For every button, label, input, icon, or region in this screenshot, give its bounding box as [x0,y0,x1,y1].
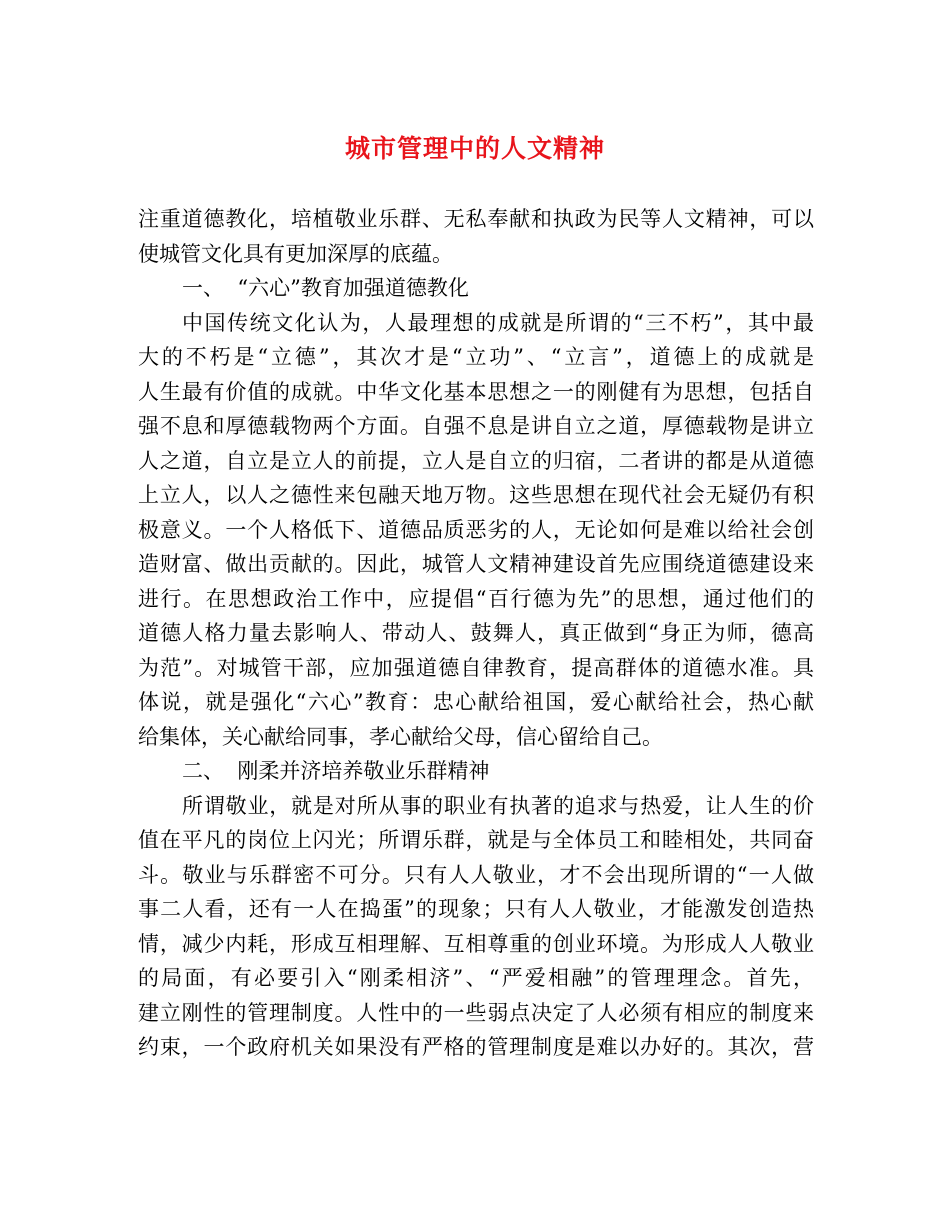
paragraph-line: 进行。在思想政治工作中，应提倡“百行德为先”的思想，通过他们的 [138,586,814,611]
paragraph-line: 斗。敬业与乐群密不可分。只有人人敬业，才不会出现所谓的“一人做 [138,862,814,887]
paragraph-line: 上立人，以人之德性来包融天地万物。这些思想在现代社会无疑仍有积 [138,483,814,507]
paragraph-line: 中国传统文化认为，人最理想的成就是所谓的“三不朽”，其中最 [182,310,814,335]
paragraph-line: 强不息和厚德载物两个方面。自强不息是讲自立之道，厚德载物是讲立 [138,414,814,438]
paragraph-line: 为范”。对城管干部，应加强道德自律教育，提高群体的道德水准。具 [138,655,814,680]
document-body [138,202,814,1065]
paragraph-line: 人生最有价值的成就。中华文化基本思想之一的刚健有为思想，包括自 [138,379,814,404]
paragraph-line: 道德人格力量去影响人、带动人、鼓舞人，真正做到“身正为师，德高 [138,621,814,645]
paragraph-line: 建立刚性的管理制度。人性中的一些弱点决定了人必须有相应的制度来 [138,1000,814,1025]
paragraph-line: 大的不朽是“立德”，其次才是“立功”、“立言”，道德上的成就是 [138,345,814,369]
section-heading: 一、 “六心”教育加强道德教化 [182,276,469,300]
paragraph-line: 情，减少内耗，形成互相理解、互相尊重的创业环境。为形成人人敬业 [138,931,814,956]
paragraph-line: 体说，就是强化“六心”教育：忠心献给祖国，爱心献给社会，热心献 [138,690,814,714]
paragraph-line: 事二人看，还有一人在捣蛋”的现象；只有人人敬业，才能激发创造热 [138,897,814,921]
paragraph-line: 极意义。一个人格低下、道德品质恶劣的人，无论如何是难以给社会创 [138,517,814,542]
paragraph-line: 人之道，自立是立人的前提，立人是自立的归宿，二者讲的都是从道德 [138,448,814,473]
paragraph-line: 约束，一个政府机关如果没有严格的管理制度是难以办好的。其次，营 [138,1035,814,1059]
paragraph-line: 给集体，关心献给同事，孝心献给父母，信心留给自己。 [138,724,663,749]
paragraph-line: 的局面，有必要引入“刚柔相济”、“严爱相融”的管理理念。首先， [138,966,814,990]
section-heading: 二、 刚柔并济培养敬业乐群精神 [182,759,490,783]
paragraph-line: 所谓敬业，就是对所从事的职业有执著的追求与热爱，让人生的价 [182,793,814,818]
paragraph-line: 使城管文化具有更加深厚的底蕴。 [138,241,453,266]
document-title: 城市管理中的人文精神 [344,134,605,163]
paragraph-line: 值在平凡的岗位上闪光；所谓乐群，就是与全体员工和睦相处，共同奋 [138,828,814,852]
paragraph-line: 造财富、做出贡献的。因此，城管人文精神建设首先应围绕道德建设来 [138,552,814,576]
paragraph-line: 注重道德教化，培植敬业乐群、无私奉献和执政为民等人文精神，可以 [138,207,814,231]
